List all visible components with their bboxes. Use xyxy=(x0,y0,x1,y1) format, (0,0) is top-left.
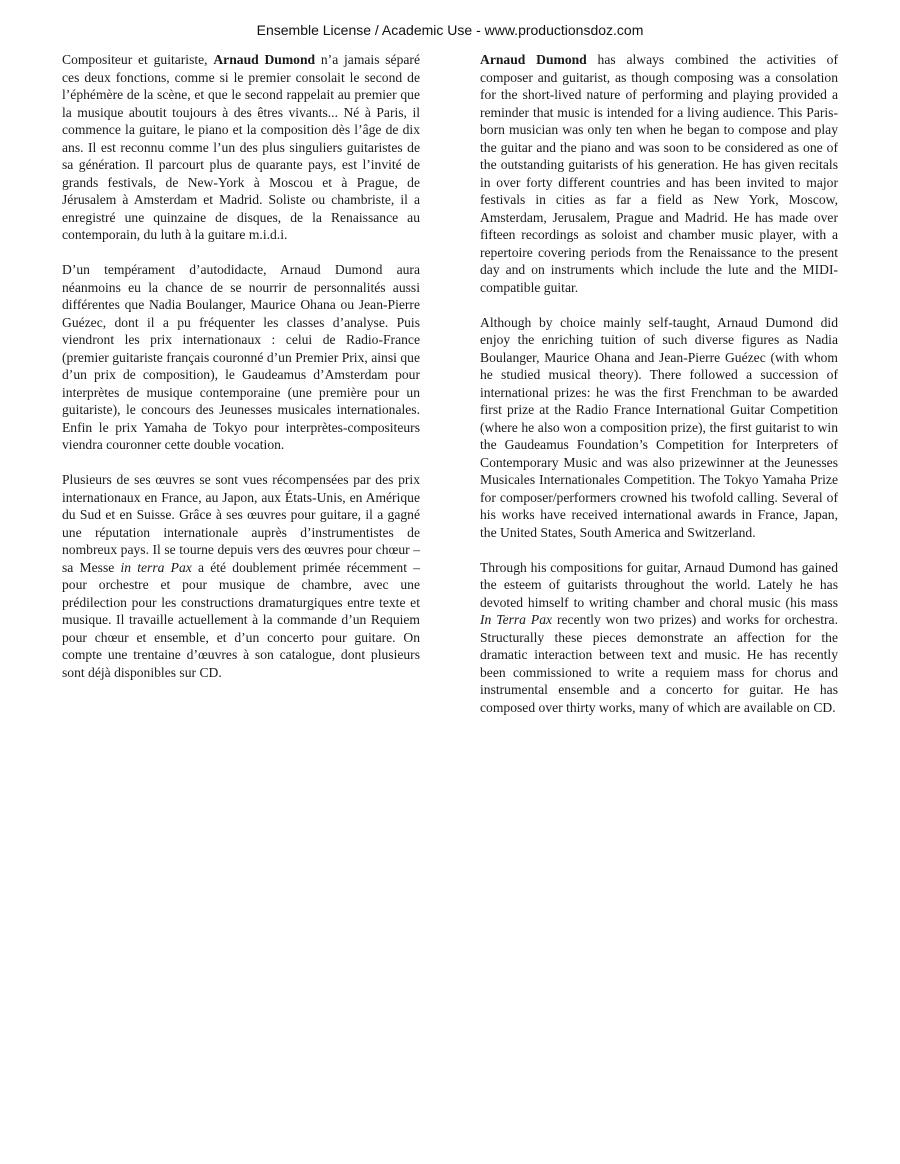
french-p3-intro: Plusieurs de ses œuvres se sont vues récompensées par des prix internationaux en France, au Japon, aux États-Unis, en Amérique du Sud et en Suisse. Grâce à ses œuvres pour guitare, il a gagné une réputation internationale auprès d’instrumentistes de nombreux pays. Il se tourne depuis vers des œuvres pour chœur – sa Messe xyxy=(62,472,420,575)
french-paragraph-1 xyxy=(62,51,420,244)
composer-name: Arnaud Dumond xyxy=(480,52,587,67)
english-p1-body: has always combined the activities of composer and guitarist, as though composing was a consolation for the short-lived nature of performing and playing provided a reminder that music is intended for a living audience. This Paris-born musician was only ten when he began to compose and play the guitar and the piano and was soon to be considered as one of the outstanding guitarists of his generation. He has given recitals in over forty different countries and has been invited to major festivals in cities as far a field as New York, Moscow, Amsterdam, Jerusalem, Prague and Madrid. He has made over fifteen recordings as soloist and chamber music player, with a repertoire covering periods from the Renaissance to the present day and on instruments which include the lute and the MIDI-compatible guitar. xyxy=(480,52,838,295)
french-biography-column xyxy=(62,51,420,699)
french-p1-intro: Compositeur et guitariste, xyxy=(62,52,214,67)
work-title: In Terra Pax xyxy=(480,612,553,627)
composer-name: Arnaud Dumond xyxy=(213,52,316,67)
english-paragraph-1 xyxy=(480,51,838,296)
english-paragraph-3 xyxy=(480,559,838,717)
english-p3-body: recently won two prizes) and works for orchestra. Structurally these pieces demonstrate an affection for the dramatic interaction between text and music. He has recently been commissioned to write a requiem mass for chorus and instrumental ensemble and a concerto for guitar. He has composed over thirty works, many of which are available on CD. xyxy=(480,612,838,715)
english-p3-intro: Through his compositions for guitar, Arnaud Dumond has gained the esteem of guitarists throughout the world. Lately he has devoted himself to writing chamber and choral music (his mass xyxy=(480,559,838,610)
page-header: Ensemble License / Academic Use - www.productionsdoz.com xyxy=(256,22,644,38)
english-paragraph-2: Although by choice mainly self-taught, Arnaud Dumond did enjoy the enriching tuition of such diverse figures as Nadia Boulanger, Maurice Ohana and Jean-Pierre Guézec (with whom he studied musical theory). There followed a succession of international prizes: he was the first Frenchman to be awarded first prize at the Radio France International Guitar Competition (where he also won a composition prize), the first guitarist to win the Gaudeamus Foundation’s Competition for Interpreters of Contemporary Music and was also prizewinner at the Jeunesses Musicales Internationales Competition. The Tokyo Yamaha Prize for composer/performers crowned his twofold calling. Several of his works have received international awards in France, Japan, the United States, South America and Switzerland. xyxy=(480,314,838,540)
french-p1-body: n’a jamais séparé ces deux fonctions, comme si le premier consolait le second de l’éphémère de la scène, et que le second rappelait au premier que la musique aboutit toujours à des êtres vivants... Né à Paris, il commence la guitare, le piano et la composition dès l’âge de dix ans. Il est reconnu comme l’un des plus singuliers guitaristes de sa génération. Il parcourt plus de quarante pays, est l’invité de grands festivals, de New-York à Moscou et à Prague, de Jérusalem à Amsterdam et Madrid. Soliste ou chambriste, il a enregistré une quinzaine de disques, de la Renaissance au contemporain, du luth à la guitare m.i.d.i. xyxy=(62,52,420,242)
french-p3-body: a été doublement primée récemment – pour orchestre et pour musique de chambre, avec une prédilection pour les constructions dramaturgiques entre texte et musique. Il travaille actuellement à la commande d’un Requiem pour chœur et ensemble, et d’un concerto pour guitare. On compte une trentaine d’œuvres à son catalogue, dont plusieurs sont déjà disponibles sur CD. xyxy=(62,559,420,680)
english-biography-column xyxy=(480,51,838,734)
work-title: in terra Pax xyxy=(120,559,192,575)
french-paragraph-2: D’un tempérament d’autodidacte, Arnaud Dumond aura néanmoins eu la chance de se nourrir de personnalités aussi différentes que Nadia Boulanger, Maurice Ohana ou Jean-Pierre Guézec, dont il a pu fréquenter les classes d’analyse. Puis viendront les prix internationaux : celui de Radio-France (premier guitariste français couronné d’un Premier Prix, ainsi que d’un prix de composition), le Gaudeamus d’Amsterdam pour interprètes de musique contemporaine (une première pour un guitariste), le concours des Jeunesses musicales internationales. Enfin le prix Yamaha de Tokyo pour interprètes-compositeurs viendra couronner cette double vocation. xyxy=(62,262,420,452)
french-paragraph-3 xyxy=(62,471,420,681)
